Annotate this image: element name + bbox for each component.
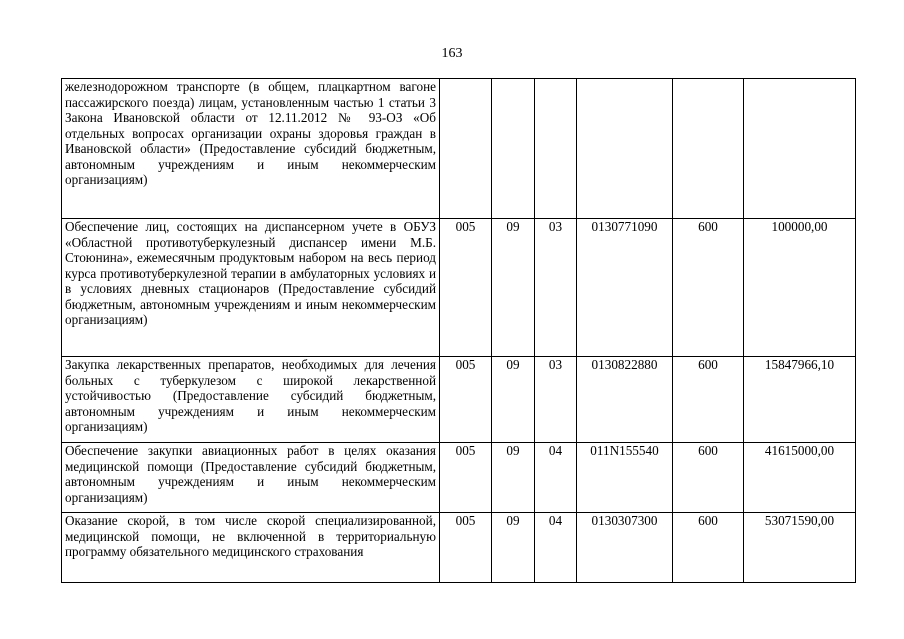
page-number: 163 <box>441 46 463 61</box>
table-row <box>62 79 856 219</box>
row-subsection-code <box>535 79 577 219</box>
table-row <box>62 219 856 357</box>
row-target-code <box>577 79 673 219</box>
row-subsection-code: 04 <box>535 513 577 583</box>
budget-table <box>61 78 856 583</box>
row-amount: 100000,00 <box>744 219 856 357</box>
row-target-code: 0130822880 <box>577 357 673 443</box>
row-section-code: 09 <box>492 513 535 583</box>
row-section-code: 09 <box>492 219 535 357</box>
row-target-code: 011N155540 <box>577 443 673 513</box>
row-expense-type: 600 <box>673 357 744 443</box>
row-section-code: 09 <box>492 357 535 443</box>
row-description: Обеспечение закупки авиационных работ в целях оказания медицинской помощи (Предоставление субсидий бюджетным, автономным учреждениям и иным некоммерческим организациям) <box>62 443 440 513</box>
row-expense-type <box>673 79 744 219</box>
row-expense-type: 600 <box>673 513 744 583</box>
row-ministry-code: 005 <box>440 357 492 443</box>
row-ministry-code <box>440 79 492 219</box>
row-target-code: 0130307300 <box>577 513 673 583</box>
row-description: Обеспечение лиц, состоящих на диспансерном учете в ОБУЗ «Областной противотуберкулезный диспансер имени М.Б. Стоюнина», ежемесячным продуктовым набором на весь период курса противотуберкулезной терапии в амбулаторных условиях и в условиях дневных стационаров (Предоставление субсидий бюджетным, автономным учреждениям и иным некоммерческим организациям) <box>62 219 440 357</box>
row-target-code: 0130771090 <box>577 219 673 357</box>
row-expense-type: 600 <box>673 219 744 357</box>
row-amount: 15847966,10 <box>744 357 856 443</box>
row-amount: 53071590,00 <box>744 513 856 583</box>
row-ministry-code: 005 <box>440 219 492 357</box>
row-amount <box>744 79 856 219</box>
row-subsection-code: 03 <box>535 219 577 357</box>
row-section-code: 09 <box>492 443 535 513</box>
row-ministry-code: 005 <box>440 513 492 583</box>
row-description: Закупка лекарственных препаратов, необходимых для лечения больных с туберкулезом с широкой лекарственной устойчивостью (Предоставление субсидий бюджетным, автономным учреждениям и иным некоммерческим организациям) <box>62 357 440 443</box>
row-subsection-code: 03 <box>535 357 577 443</box>
row-description: железнодорожном транспорте (в общем, плацкартном вагоне пассажирского поезда) лицам, установленным частью 1 статьи 3 Закона Ивановской области от 12.11.2012 № 93-ОЗ «Об отдельных вопросах организации охраны здоровья граждан в Ивановской области» (Предоставление субсидий бюджетным, автономным учреждениям и иным некоммерческим организациям) <box>62 79 440 219</box>
table-row <box>62 357 856 443</box>
row-description: Оказание скорой, в том числе скорой специализированной, медицинской помощи, не включенной в территориальную программу обязательного медицинского страхования <box>62 513 440 583</box>
row-expense-type: 600 <box>673 443 744 513</box>
row-section-code <box>492 79 535 219</box>
table-row <box>62 513 856 583</box>
row-ministry-code: 005 <box>440 443 492 513</box>
row-subsection-code: 04 <box>535 443 577 513</box>
row-amount: 41615000,00 <box>744 443 856 513</box>
table-row <box>62 443 856 513</box>
